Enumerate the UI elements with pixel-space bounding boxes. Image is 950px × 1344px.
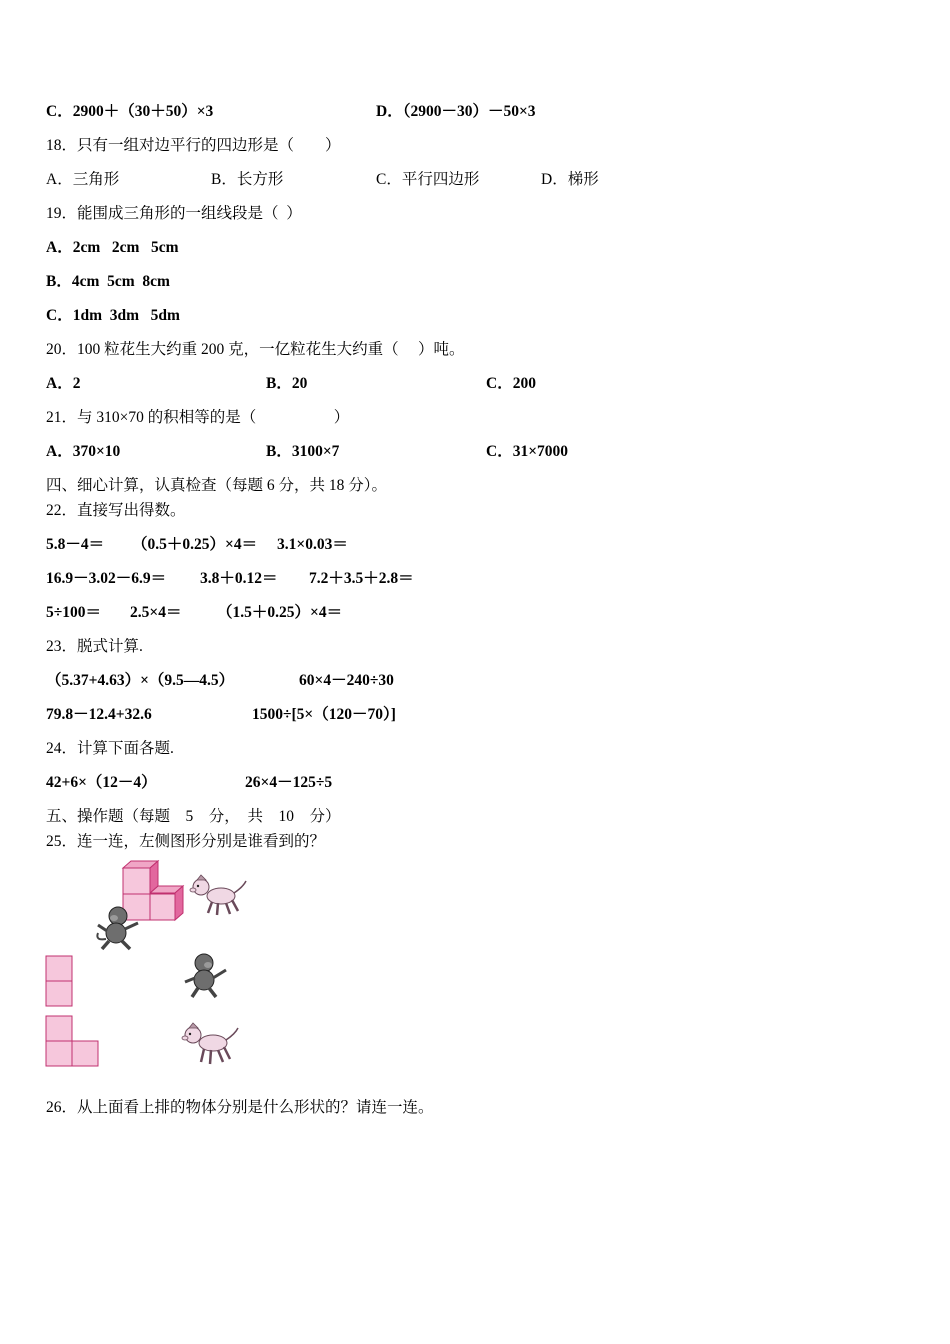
q24-stem: 24．计算下面各题. [46, 740, 174, 757]
q20-stem: 20．100 粒花生大约重 200 克，一亿粒花生大约重（ ）吨。 [46, 341, 465, 358]
q22-r2-c2: 3.8＋0.12＝ [200, 570, 278, 587]
q23-expr-4: 1500÷[5×（120－70）] [252, 706, 396, 723]
q24-expr-2: 26×4－125÷5 [245, 774, 333, 791]
q25-stem: 25．连一连，左侧图形分别是谁看到的？ [46, 833, 326, 850]
q17-option-d: D．（2900－30）－50×3 [376, 103, 536, 120]
q19-option-c: C．1dm 3dm 5dm [46, 307, 180, 324]
q19-option-a: A．2cm 2cm 5cm [46, 239, 179, 256]
q19-stem: 19．能围成三角形的一组线段是（ ） [46, 205, 302, 222]
q22-r3-c3: （1.5＋0.25）×4＝ [217, 604, 343, 621]
monkey-icon [92, 905, 144, 953]
q23-expr-3: 79.8－12.4+32.6 [46, 706, 152, 723]
q20-option-c: C．200 [486, 375, 536, 392]
q21-stem: 21．与 310×70 的积相等的是（ ） [46, 409, 350, 426]
q22-r1-c1: 5.8－4＝ [46, 536, 105, 553]
q22-r3-c2: 2.5×4＝ [130, 604, 182, 621]
view-shape-two-squares [45, 955, 75, 1009]
q22-stem: 22．直接写出得数。 [46, 502, 186, 519]
q21-option-a: A．370×10 [46, 443, 121, 460]
q19-option-b: B．4cm 5cm 8cm [46, 273, 170, 290]
monkey-icon [180, 952, 232, 1000]
q18-stem: 18．只有一组对边平行的四边形是（ ） [46, 137, 341, 154]
dog-icon [180, 1022, 242, 1068]
section-5-heading: 五、操作题（每题 5 分， 共 10 分） [46, 808, 341, 825]
q23-stem: 23．脱式计算. [46, 638, 143, 655]
q22-r2-c1: 16.9－3.02－6.9＝ [46, 570, 167, 587]
q18-option-a: A．三角形 [46, 171, 120, 188]
q24-expr-1: 42+6×（12－4） [46, 774, 157, 791]
q17-option-c: C．2900＋（30＋50）×3 [46, 103, 214, 120]
q23-expr-2: 60×4－240÷30 [299, 672, 394, 689]
q18-option-c: C．平行四边形 [376, 171, 480, 188]
q18-option-b: B．长方形 [211, 171, 284, 188]
q23-expr-1: （5.37+4.63）×（9.5—4.5） [46, 672, 235, 689]
q26-stem: 26．从上面看上排的物体分别是什么形状的？请连一连。 [46, 1099, 434, 1116]
q20-option-b: B．20 [266, 375, 308, 392]
q22-r3-c1: 5÷100＝ [46, 604, 102, 621]
dog-icon [188, 873, 250, 919]
q21-option-c: C．31×7000 [486, 443, 569, 460]
q18-option-d: D．梯形 [541, 171, 599, 188]
q20-option-a: A．2 [46, 375, 81, 392]
q22-r2-c3: 7.2＋3.5＋2.8＝ [309, 570, 414, 587]
q21-option-b: B．3100×7 [266, 443, 340, 460]
q22-r1-c3: 3.1×0.03＝ [277, 536, 348, 553]
q22-r1-c2: （0.5＋0.25）×4＝ [132, 536, 258, 553]
section-4-heading: 四、细心计算，认真检查（每题 6 分，共 18 分）。 [46, 477, 388, 494]
view-shape-l-shape [45, 1015, 101, 1069]
